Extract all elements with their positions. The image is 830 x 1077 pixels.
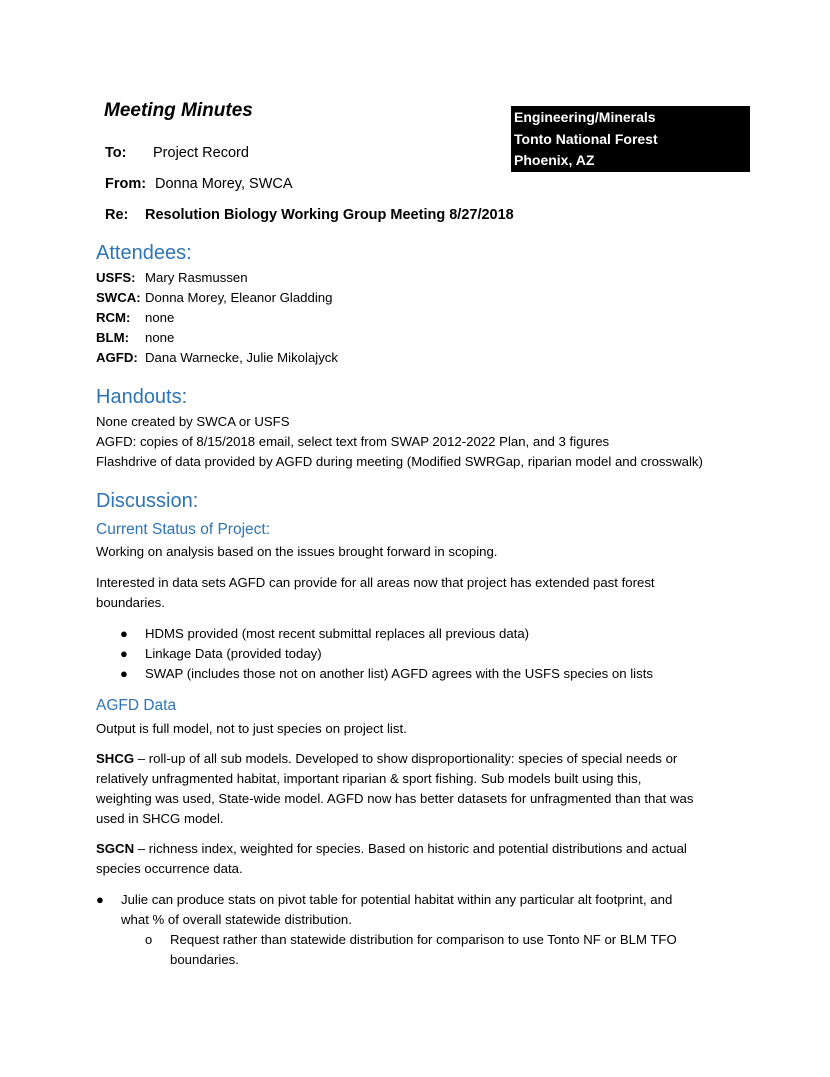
document-title: Meeting Minutes xyxy=(104,100,253,121)
paragraph-line: Interested in data sets AGFD can provide for all areas now that project has extended past forest xyxy=(96,575,655,590)
paragraph-line: species occurrence data. xyxy=(96,861,243,876)
attendee-org: BLM: xyxy=(96,330,129,345)
memo-re-label: Re: xyxy=(105,207,129,223)
sgcn-paragraph xyxy=(96,839,736,879)
handouts-heading: Handouts: xyxy=(96,386,188,408)
handout-line: Flashdrive of data provided by AGFD during meeting (Modified SWRGap, riparian model and crosswalk) xyxy=(96,454,703,469)
paragraph-line: weighting was used, State-wide model. AGFD now has better datasets for unfragmented than that was xyxy=(96,791,694,806)
paragraph-text: – richness index, weighted for species. Based on historic and potential distributions and actual xyxy=(134,841,687,856)
bullet-dot-icon: ● xyxy=(120,626,128,641)
attendee-org: SWCA: xyxy=(96,290,141,305)
agfd-data-heading: AGFD Data xyxy=(96,697,177,714)
handouts-list xyxy=(96,412,736,472)
paragraph-line: Request rather than statewide distribution for comparison to use Tonto NF or BLM TFO xyxy=(170,932,677,947)
bullet-dot-icon: ● xyxy=(120,666,128,681)
office-line: Tonto National Forest xyxy=(514,130,658,147)
bullet-dot-icon: ● xyxy=(96,892,104,907)
attendee-names: Donna Morey, Eleanor Gladding xyxy=(145,290,333,305)
attendees-list xyxy=(96,268,736,368)
attendee-names: none xyxy=(145,310,175,325)
status-bullet-item: HDMS provided (most recent submittal replaces all previous data) xyxy=(145,626,530,641)
office-line: Phoenix, AZ xyxy=(514,152,595,168)
handout-line: None created by SWCA or USFS xyxy=(96,414,290,429)
handout-line: AGFD: copies of 8/15/2018 email, select text from SWAP 2012-2022 Plan, and 3 figures xyxy=(96,434,610,449)
attendee-names: Dana Warnecke, Julie Mikolajyck xyxy=(145,350,338,365)
attendee-row xyxy=(96,308,736,328)
paragraph-line: used in SHCG model. xyxy=(96,811,224,826)
julie-bullet-item xyxy=(121,890,741,930)
memo-re xyxy=(105,207,514,223)
agfd-data-p1: Output is full model, not to just species on project list. xyxy=(96,721,407,736)
shcg-paragraph xyxy=(96,749,736,829)
attendee-row xyxy=(96,268,736,288)
paragraph-line: boundaries. xyxy=(170,952,239,967)
paragraph-line xyxy=(96,749,736,769)
discussion-heading: Discussion: xyxy=(96,490,199,512)
paragraph-text: – roll-up of all sub models. Developed to show disproportionality: species of special needs or xyxy=(134,751,678,766)
paragraph-line: Julie can produce stats on pivot table for potential habitat within any particular alt footprint, and xyxy=(121,892,673,907)
attendee-names: none xyxy=(145,330,175,345)
memo-to-value: Project Record xyxy=(153,145,249,161)
memo-from xyxy=(105,176,293,192)
memo-from-value: Donna Morey, SWCA xyxy=(155,176,293,192)
current-status-p2 xyxy=(96,573,736,613)
sgcn-term: SGCN xyxy=(96,841,135,856)
attendees-heading: Attendees: xyxy=(96,242,192,264)
sub-bullet-circle-icon: o xyxy=(145,932,153,947)
attendee-org: USFS: xyxy=(96,270,136,285)
bullet-dot-icon: ● xyxy=(120,646,128,661)
shcg-term: SHCG xyxy=(96,751,135,766)
paragraph-line: relatively unfragmented habitat, important riparian & sport fishing. Sub models built using this, xyxy=(96,771,642,786)
paragraph-line: boundaries. xyxy=(96,595,165,610)
attendee-names: Mary Rasmussen xyxy=(145,270,248,285)
attendee-org: RCM: xyxy=(96,310,131,325)
attendee-row xyxy=(96,288,736,308)
memo-from-label: From: xyxy=(105,176,147,192)
status-bullet-item: SWAP (includes those not on another list) AGFD agrees with the USFS species on lists xyxy=(145,666,653,681)
attendee-row xyxy=(96,328,736,348)
memo-re-value: Resolution Biology Working Group Meeting 8/27/2018 xyxy=(145,207,514,223)
memo-to xyxy=(105,145,249,161)
current-status-p1: Working on analysis based on the issues brought forward in scoping. xyxy=(96,544,498,559)
attendee-row xyxy=(96,348,736,368)
attendee-org: AGFD: xyxy=(96,350,138,365)
current-status-heading: Current Status of Project: xyxy=(96,521,271,538)
status-bullet-item: Linkage Data (provided today) xyxy=(145,646,322,661)
memo-to-label: To: xyxy=(105,145,127,161)
sub-bullet-item xyxy=(170,930,750,970)
paragraph-line: what % of overall statewide distribution. xyxy=(121,912,352,927)
office-info-box xyxy=(511,106,750,172)
office-line: Engineering/Minerals xyxy=(514,109,656,125)
paragraph-line xyxy=(96,839,736,859)
